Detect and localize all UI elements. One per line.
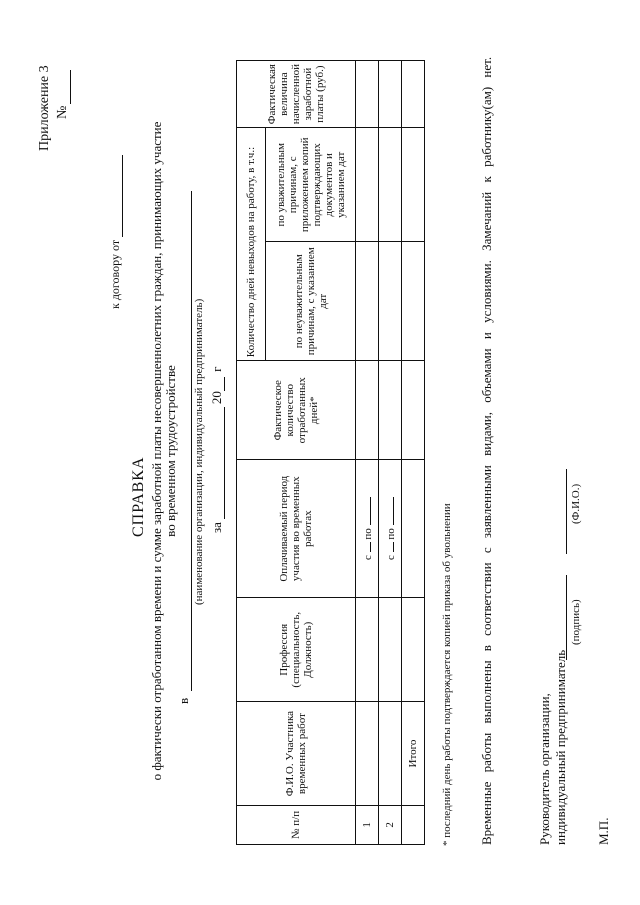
table-row: [379, 61, 402, 845]
total-paid-period: [402, 460, 425, 598]
contract-date-blank: [111, 155, 123, 237]
signature-caption: (подпись): [570, 599, 582, 645]
period-from-label: с: [384, 555, 397, 560]
total-label: Итого: [402, 702, 425, 805]
period-from-blank: [384, 542, 394, 552]
total-absences-unexcused[interactable]: [402, 242, 425, 361]
completion-statement: Временные работы выполнены в соответствии с заявленными видами, объемами и условиями. Замечаний к работнику(ам) нет.: [479, 56, 494, 845]
header-actual-days: Фактическое количество отработанных дней*: [237, 361, 356, 460]
period-to-blank: [384, 497, 394, 525]
period-year-prefix: 20: [209, 391, 224, 405]
header-profession: Профессия (специальность, Должность): [237, 598, 356, 702]
appendix-text: Приложение 3: [37, 65, 52, 151]
number-blank: [56, 70, 71, 104]
signatory-title: [537, 645, 569, 845]
hours-salary-table: [236, 60, 425, 845]
header-absences-unexcused: по неуважительным причинам, с указанием дат: [266, 242, 356, 361]
number-sign: №: [55, 105, 70, 119]
appendix-label: [37, 65, 53, 151]
stamp-label: М.П.: [596, 817, 611, 845]
period-to-label: по: [361, 528, 374, 540]
row-fio[interactable]: [379, 702, 402, 805]
document-number: [55, 70, 71, 119]
period-blank: [212, 407, 225, 519]
row-actual-salary[interactable]: [356, 61, 379, 128]
fio-caption: (Ф.И.О.): [570, 483, 582, 524]
total-profession: [402, 598, 425, 702]
signature-blank[interactable]: [566, 575, 567, 660]
period-from-blank: [361, 542, 371, 552]
organization-prefix: в: [176, 697, 191, 704]
period-prefix: за: [209, 522, 224, 533]
row-actual-days[interactable]: [379, 361, 402, 460]
header-actual-salary: Фактическая величина начисленной заработной платы (руб.): [237, 61, 356, 128]
fio-blank[interactable]: [566, 469, 567, 554]
header-fio: Ф.И.О. Участника временных работ: [237, 702, 356, 805]
contract-reference: [108, 152, 123, 309]
total-actual-days[interactable]: [402, 361, 425, 460]
header-absences: Количество дней невыходов на работу, в т.ч.:: [237, 128, 266, 361]
signatory-line-2: индивидуальный предприниматель: [553, 649, 568, 845]
table-footnote: * последний день работы подтверждается копией приказа об увольнении: [441, 503, 453, 846]
row-profession[interactable]: [379, 598, 402, 702]
table-total-row: [402, 61, 425, 845]
header-absences-excused: по уважительным причинам, с приложением копий подтверждающих документов и указанием дат: [266, 128, 356, 242]
period-suffix: г: [209, 366, 224, 372]
document-title: СПРАВКА: [130, 456, 147, 537]
header-paid-period: Оплачиваемый период участия во временных работах: [237, 460, 356, 598]
period-to-label: по: [384, 528, 397, 540]
total-absences-excused[interactable]: [402, 128, 425, 242]
row-absences-unexcused[interactable]: [379, 242, 402, 361]
organization-blank: [191, 191, 192, 691]
period-year-blank: [212, 377, 225, 391]
row-actual-salary[interactable]: [379, 61, 402, 128]
table-row: [356, 61, 379, 845]
organization-caption: (наименование организации, индивидуальный предприниматель): [193, 298, 205, 605]
row-actual-days[interactable]: [356, 361, 379, 460]
row-num: 2: [379, 805, 402, 844]
period-from-label: с: [361, 555, 374, 560]
row-absences-excused[interactable]: [356, 128, 379, 242]
row-fio[interactable]: [356, 702, 379, 805]
period-line: [209, 367, 225, 534]
total-actual-salary[interactable]: [402, 61, 425, 128]
total-num: [402, 805, 425, 844]
contract-prefix: к договору от: [108, 239, 122, 309]
row-absences-excused[interactable]: [379, 128, 402, 242]
row-profession[interactable]: [356, 598, 379, 702]
header-num: № п/п: [237, 805, 356, 844]
table-header-row: [237, 61, 266, 845]
document-subtitle: о фактически отработанном времени и сумме заработной платы несовершеннолетних граждан, принимающих участие во временном трудоустройстве: [149, 121, 178, 781]
signatory-line-1: Руководитель организации,: [537, 693, 552, 845]
row-absences-unexcused[interactable]: [356, 242, 379, 361]
row-paid-period[interactable]: [379, 460, 402, 598]
row-paid-period[interactable]: [356, 460, 379, 598]
row-num: 1: [356, 805, 379, 844]
period-to-blank: [361, 497, 371, 525]
